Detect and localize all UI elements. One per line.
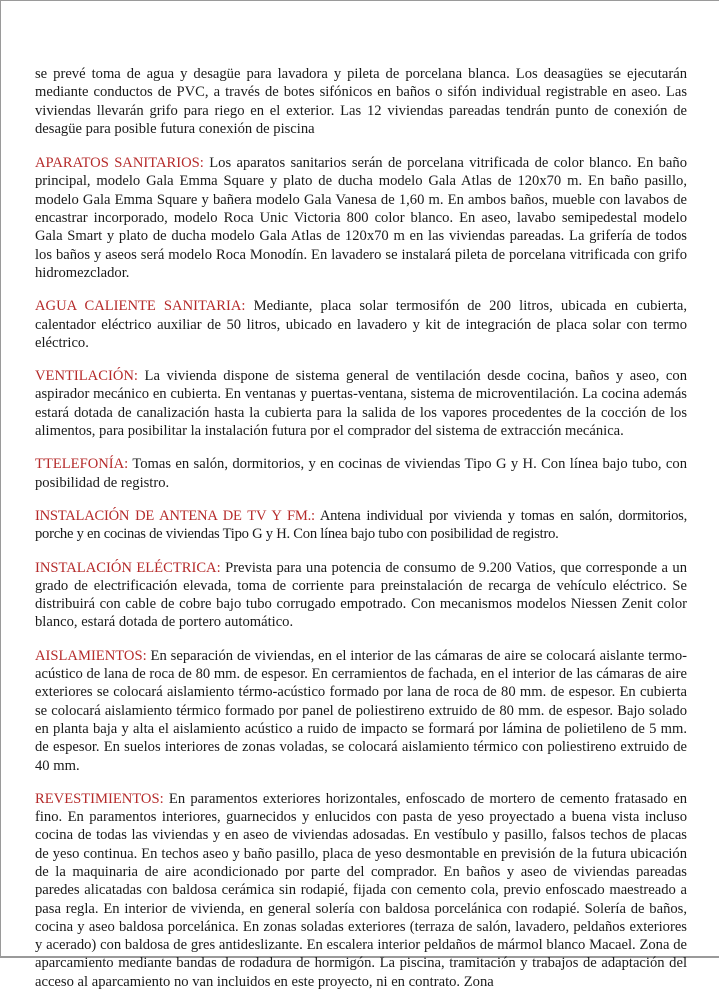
section-ventilacion xyxy=(35,367,687,440)
section-heading: AGUA CALIENTE SANITARIA: xyxy=(35,298,246,315)
section-antena xyxy=(35,507,687,544)
section-body: En separación de viviendas, en el interior de las cámaras de aire se colocará aislante termo-acústico de lana de roca de 80 mm. de espesor. En cerramientos de fachada, en el interior de las cámaras de aire exteriores se colocará aislamiento térmo-acústico formado por lana de roca de 80 mm. de espesor. En cubierta se colocará aislamiento térmico formado por panel de poliestireno extruido de 80 mm. de espesor. Bajo solado en planta baja y alta el aislamiento acústico a ruido de impacto se formará por lámina de polietileno de 5 mm. de espesor. En suelos interiores de zonas voladas, se colocará aislamiento térmico con poliestireno extruido de 40 mm. xyxy=(35,647,687,774)
section-body: Los aparatos sanitarios serán de porcelana vitrificada de color blanco. En baño principal, modelo Gala Emma Square y plato de ducha modelo Gala Atlas de 120x70 m. En baño pasillo, modelo Gala Emma Square y bañera modelo Gala Vanesa de 1,60 m. En ambos baños, mueble con lavabos de encastrar incorporado, modelo Roca Unic Victoria 800 color blanco. En aseo, lavabo semipedestal modelo Gala Smart y plato de ducha modelo Gala Atlas de 120x70 m en las viviendas pareadas. La grifería de todos los baños y aseos será modelo Roca Monodín. En lavadero se instalará pileta de porcelana vitrificada con grifo hidromezclador. xyxy=(35,155,687,281)
section-instalacion-electrica xyxy=(35,559,687,632)
section-heading: TTELEFONÍA: xyxy=(35,456,129,473)
paragraph-body: se prevé toma de agua y desagüe para lavadora y pileta de porcelana blanca. Los deasagües se ejecutarán mediante conductos de PVC, a través de botes sifónicos en baños o sifón individual registrable en aseo. Las viviendas llevarán grifo para riego en el exterior. Las 12 viviendas pareadas tendrán punto de conexión de desagüe para posible futura conexión de piscina xyxy=(35,66,687,137)
section-revestimientos xyxy=(35,790,687,991)
section-body: Mediante, placa solar termosifón de 200 litros, ubicada en cubierta, calentador eléctrico auxiliar de 50 litros, ubicado en lavadero y kit de integración de placa solar con termo eléctrico. xyxy=(35,298,687,351)
section-agua-caliente xyxy=(35,297,687,352)
section-heading: REVESTIMIENTOS: xyxy=(35,790,164,807)
paragraph-intro xyxy=(35,65,687,138)
section-aislamientos xyxy=(35,647,687,775)
section-telefonia xyxy=(35,455,687,492)
section-heading: INSTALACIÓN DE ANTENA DE TV Y FM.: xyxy=(35,507,315,524)
section-body: Antena individual por vivienda y tomas en salón, dormitorios, porche y en cocinas de viviendas Tipo G y H. Con línea bajo tubo con posibilidad de registro. xyxy=(35,507,687,543)
section-body: Prevista para una potencia de consumo de 9.200 Vatios, que corresponde a un grado de electrificación elevada, toma de corriente para preinstalación de recarga de vehículo eléctrico. Se distribuirá con cable de cobre bajo tubo corrugado empotrado. Con mecanismos modelos Niessen Zenit color blanco, estará dotada de portero automático. xyxy=(35,559,688,631)
section-heading: VENTILACIÓN: xyxy=(35,368,138,385)
section-body: Tomas en salón, dormitorios, y en cocinas de viviendas Tipo G y H. Con línea bajo tubo, con posibilidad de registro. xyxy=(35,456,688,491)
section-aparatos-sanitarios xyxy=(35,154,687,282)
section-heading: AISLAMIENTOS: xyxy=(35,647,147,664)
section-body: En paramentos exteriores horizontales, enfoscado de mortero de cemento fratasado en fino. En paramentos interiores, guarnecidos y enlucidos con pasta de yeso proyectado a buena vista incluso cocina de todas las viviendas y en aseo de viviendas adosadas. En vestíbulo y pasillo, falsos techos de placas de yeso continua. En techos aseo y baño pasillo, placa de yeso desmontable en previsión de la futura ubicación de la maquinaria de aire acondicionado por parte del comprador. En baños y aseo de viviendas pareadas paredes alicatadas con baldosa cerámica sin rodapié, fijada con cemento cola, previo enfoscado maestreado a pasa regla. En interior de vivienda, en general solería con baldosa porcelánica con rodapié. Solería de baños, cocina y aseo baldosa porcelánica. En zonas soladas exteriores (terraza de salón, lavadero, peldaños exteriores y acerado) con baldosa de gres antideslizante. En escalera interior peldaños de mármol blanco Macael. Zona de aparcamiento mediante bandas de rodadura de hormigón. La piscina, tramitación y trabajos de adaptación del acceso al aparcamiento no van incluidos en este proyecto, ni en contrato. Zona xyxy=(35,790,688,990)
section-heading: INSTALACIÓN ELÉCTRICA: xyxy=(35,559,221,576)
document-body xyxy=(35,65,687,1006)
section-body: La vivienda dispone de sistema general de ventilación desde cocina, baños y aseo, con aspirador mecánico en cubierta. En ventanas y puertas-ventana, sistema de microventilación. La cocina además estará dotada de canalización hasta la cubierta para la salida de los vapores procedentes de la cocción de los alimentos, para posibilitar la instalación futura por el comprador del sistema de extracción mecánica. xyxy=(35,368,687,440)
section-heading: APARATOS SANITARIOS: xyxy=(35,155,204,172)
